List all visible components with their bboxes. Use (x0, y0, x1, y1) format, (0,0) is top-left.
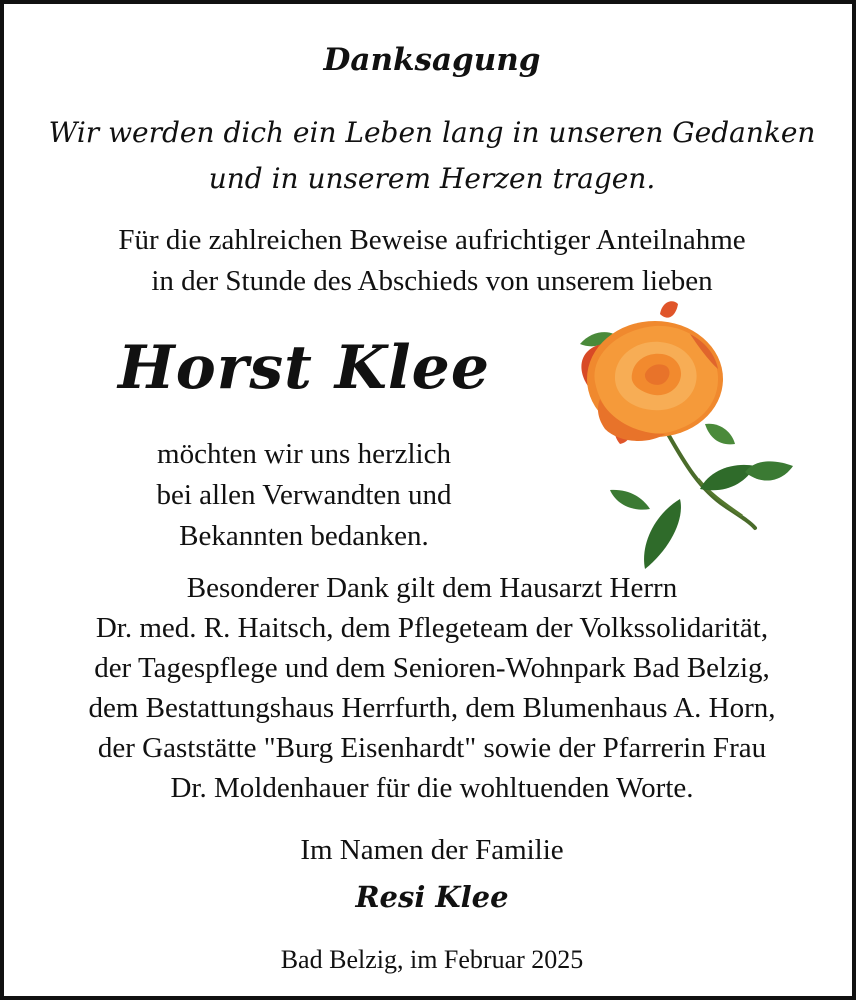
special-thanks-line-4: dem Bestattungshaus Herrfurth, dem Blumenhaus A. Horn, (88, 692, 776, 724)
special-thanks-line-3: der Tagespflege und dem Senioren-Wohnpark Bad Belzig, (94, 652, 770, 684)
intro-line-2: in der Stunde des Abschieds von unserem lieben (151, 265, 713, 297)
special-thanks-line-1: Besonderer Dank gilt dem Hausarzt Herrn (186, 572, 678, 604)
memorial-quote (4, 110, 856, 202)
intro-line-1: Für die zahlreichen Beweise aufrichtiger Anteilnahme (118, 224, 746, 256)
orange-rose-icon (550, 294, 800, 579)
deceased-name: Horst Klee (118, 333, 490, 403)
special-thanks-line-6: Dr. Moldenhauer für die wohltuenden Worte. (170, 772, 694, 804)
thanks-text (104, 434, 504, 557)
ad-heading: Danksagung (323, 42, 541, 78)
quote-line-2: und in unserem Herzen tragen. (208, 162, 656, 195)
special-thanks-text (4, 568, 856, 808)
signature-name: Resi Klee (355, 880, 509, 914)
quote-line-1: Wir werden dich ein Leben lang in unseren Gedanken (48, 116, 816, 149)
thanks-line-2: bei allen Verwandten und (156, 479, 452, 511)
thanks-line-3: Bekannten bedanken. (179, 520, 429, 552)
special-thanks-line-2: Dr. med. R. Haitsch, dem Pflegeteam der Volkssolidarität, (95, 612, 769, 644)
place-and-date: Bad Belzig, im Februar 2025 (280, 945, 584, 974)
intro-text (4, 220, 856, 302)
thanks-line-1: möchten wir uns herzlich (157, 438, 451, 470)
family-line: Im Namen der Familie (300, 834, 564, 866)
special-thanks-line-5: der Gaststätte "Burg Eisenhardt" sowie der Pfarrerin Frau (97, 732, 767, 764)
